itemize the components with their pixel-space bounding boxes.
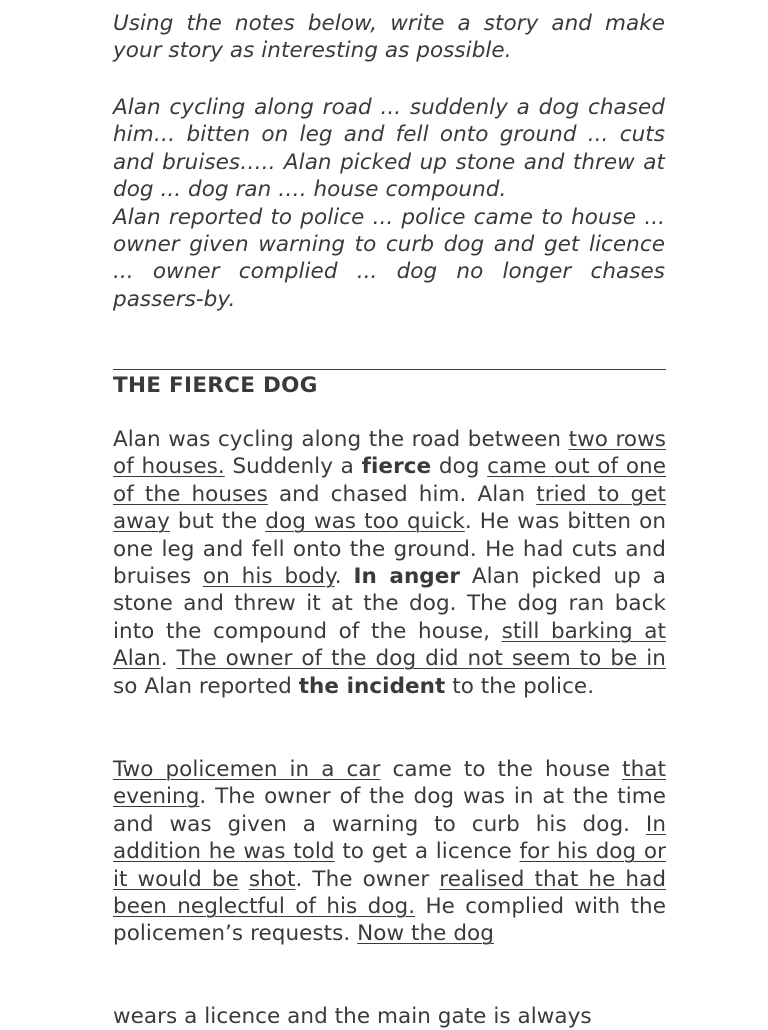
underlined-phrase: came out of one of the houses: [113, 454, 666, 507]
bold-phrase: the incident: [298, 673, 446, 699]
underlined-phrase: on his body: [202, 564, 335, 590]
story-title: THE FIERCE DOG: [113, 373, 318, 398]
text-run: [239, 867, 249, 892]
text-run: . The owner: [295, 866, 440, 892]
underlined-phrase: still barking at Alan: [113, 618, 666, 672]
underlined-phrase: for his dog or it would be: [113, 839, 666, 892]
story-paragraph-2: [113, 756, 666, 948]
text-run: but the: [169, 509, 266, 535]
divider-line: [113, 369, 666, 370]
underlined-phrase: In addition he was told: [113, 811, 666, 865]
story-paragraph-2-text: [113, 756, 666, 948]
text-run: dog: [431, 454, 488, 480]
story-paragraph-1-text: [113, 426, 666, 700]
text-run: Alan picked up a stone and threw it at the dog. The dog ran back into the compound of the house,: [113, 564, 666, 644]
text-run: . He was bitten on one leg and fell onto the ground. He had cuts and bruises: [113, 509, 666, 590]
story-paragraph-3: [113, 1003, 666, 1030]
notes-paragraph-1: Alan cycling along road ... suddenly a dog chased him… bitten on leg and fell onto ground ... cuts and bruises….. Alan picked up stone and threw at dog ... dog ran …. house compound.: [113, 95, 665, 203]
notes: [113, 94, 665, 313]
text-run: so Alan reported: [113, 673, 299, 699]
text-run: and chased him. Alan: [267, 481, 537, 507]
instructions: [113, 10, 665, 65]
text-run: .: [334, 564, 354, 590]
underlined-phrase: Now the dog: [357, 921, 494, 947]
underlined-phrase: that evening: [113, 757, 666, 810]
text-run: to the police.: [445, 673, 595, 699]
text-run: .: [160, 646, 177, 672]
underlined-phrase: realised that he had been neglectful of his dog.: [113, 866, 667, 920]
text-run: came to the house: [380, 757, 623, 782]
notes-paragraph-2: Alan reported to police ... police came to house ... owner given warning to curb dog and get licence ... owner complied ... dog no longer chases passers-by.: [113, 204, 665, 312]
story-paragraph-1: [113, 426, 666, 700]
text-run: He complied with the policemen’s requests.: [113, 894, 666, 947]
underlined-phrase: The owner of the dog did not seem to be in: [176, 646, 666, 672]
text-run: . The owner of the dog was in at the time and was given a warning to curb his dog.: [113, 784, 666, 837]
instructions-text: Using the notes below, write a story and make your story as interesting as possible.: [113, 11, 665, 64]
underlined-phrase: Two policemen in a car: [113, 757, 381, 782]
bold-phrase: In anger: [353, 564, 461, 590]
text-run: to get a licence: [334, 839, 520, 865]
text-run: Alan was cycling along the road between: [113, 427, 569, 452]
underlined-phrase: two rows of houses.: [113, 427, 666, 480]
underlined-phrase: shot: [248, 866, 296, 892]
story-paragraph-3-text: wears a licence and the main gate is always: [113, 1004, 592, 1029]
text-run: Suddenly a: [224, 454, 362, 480]
underlined-phrase: tried to get away: [113, 481, 666, 535]
underlined-phrase: dog was too quick: [265, 509, 465, 535]
bold-phrase: fierce: [361, 454, 432, 480]
